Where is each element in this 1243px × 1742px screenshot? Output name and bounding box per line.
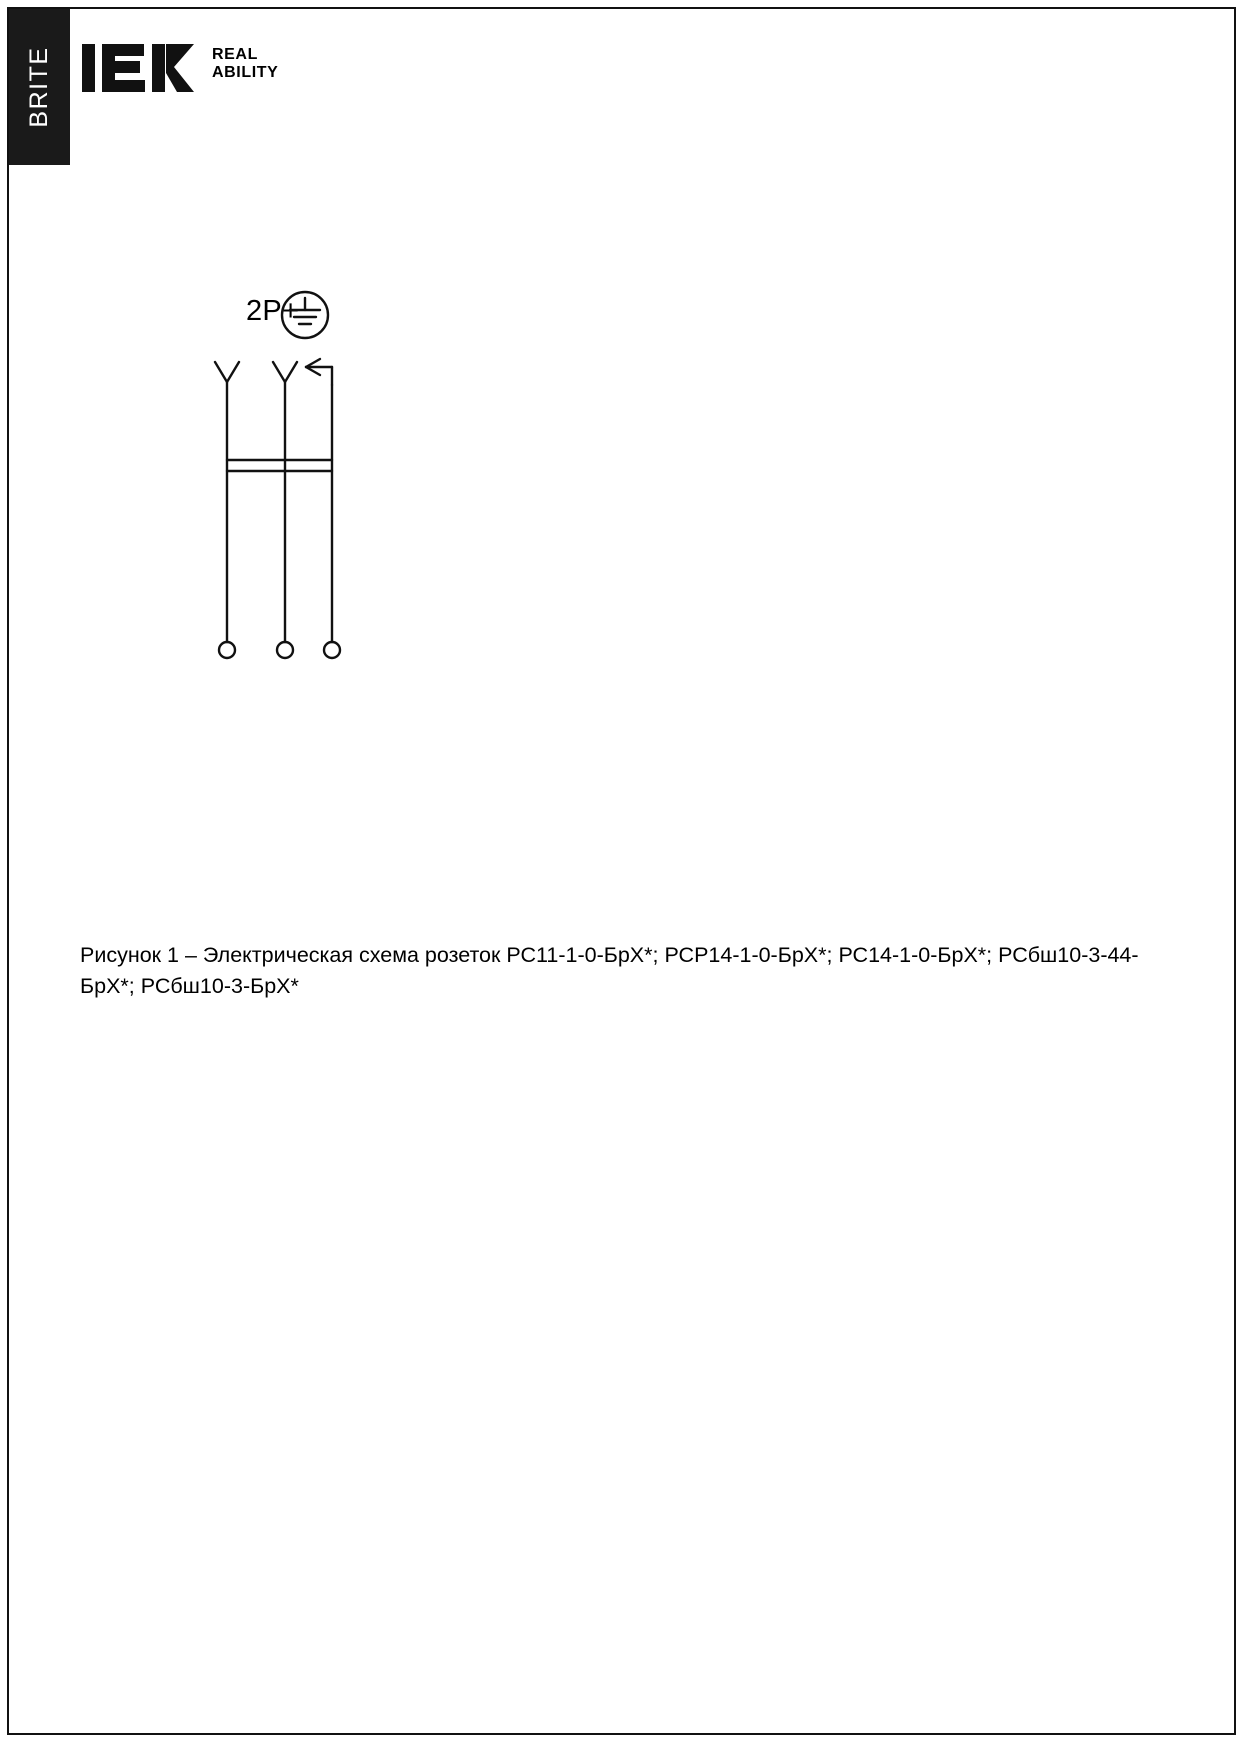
pole-count-label: 2P+ [246, 295, 300, 327]
page-border [7, 7, 1236, 1735]
logo-tagline [212, 46, 278, 82]
brand-tab [9, 9, 70, 165]
iek-logo-icon [82, 40, 194, 96]
earth-ground-icon [282, 292, 328, 338]
logo-tagline-line1: REAL [212, 46, 258, 63]
socket-wiring-diagram-svg [180, 290, 440, 670]
socket-wiring-diagram [180, 290, 440, 670]
logo [82, 40, 278, 96]
figure-caption: Рисунок 1 – Электрическая схема розеток РС11-1-0-БрХ*; РСР14-1-0-БрХ*; РС14-1-0-БрХ*; РСбш10-3-44-БрХ*; РСбш10-3-БрХ* [80, 943, 1139, 999]
logo-tagline-line2: ABILITY [212, 63, 279, 81]
brand-tab-label: BRITE [25, 46, 53, 128]
